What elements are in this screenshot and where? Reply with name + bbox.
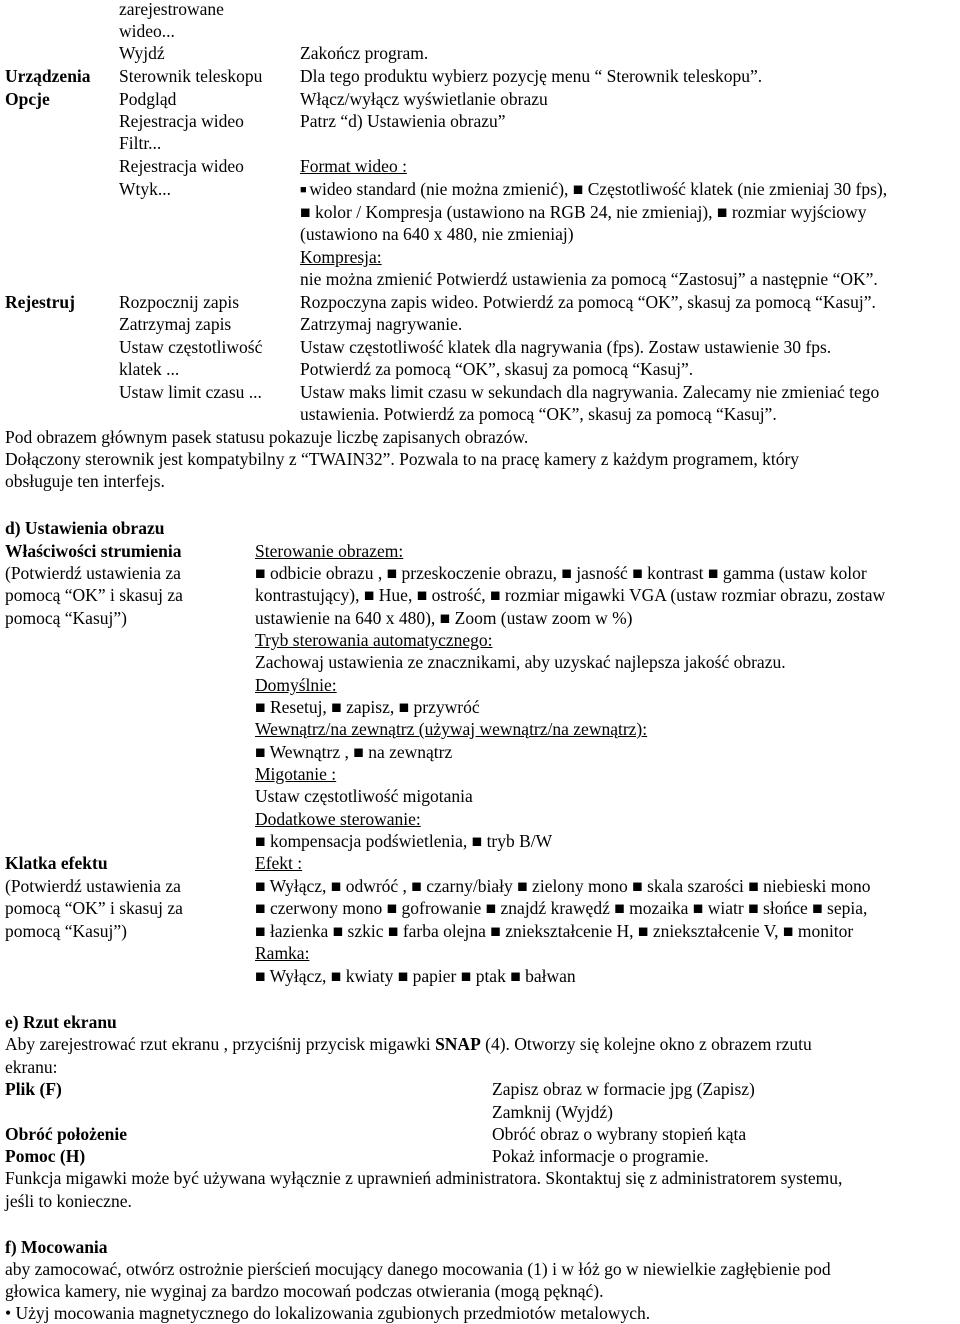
section-e-intro: ekranu: bbox=[5, 1057, 58, 1077]
menu-item-desc: Patrz “d) Ustawienia obrazu” bbox=[300, 111, 506, 131]
menu-item-desc: Ustaw częstotliwość klatek dla nagrywania (fps). Zostaw ustawienie 30 fps. bbox=[300, 337, 832, 357]
wewn-line: ■ Wewnątrz , ■ na zewnątrz bbox=[255, 742, 453, 762]
confirm-note: pomocą “OK” i skasuj za bbox=[5, 898, 183, 918]
menu-obroc-label: Obróć położenie bbox=[5, 1124, 127, 1144]
ramka-line: ■ Wyłącz, ■ kwiaty ■ papier ■ ptak ■ bałwan bbox=[255, 966, 576, 986]
menu-item-label: Wyjdź bbox=[119, 43, 165, 63]
status-paragraph: Pod obrazem głównym pasek statusu pokazuje liczbę zapisanych obrazów. bbox=[5, 427, 529, 447]
bullet-icon bbox=[300, 179, 309, 199]
sterowanie-line: ■ odbicie obrazu , ■ przeskoczenie obrazu, ■ jasność ■ kontrast ■ gamma (ustaw kolor bbox=[255, 563, 867, 583]
section-d-title: d) Ustawienia obrazu bbox=[5, 518, 165, 538]
confirm-note: (Potwierdź ustawienia za bbox=[5, 876, 181, 896]
menu-item-desc: Zakończ program. bbox=[300, 43, 429, 63]
menu-item-label: Rejestracja wideo bbox=[119, 156, 244, 176]
menu-item-label: Wtyk... bbox=[119, 179, 172, 199]
migotanie-title: Migotanie : bbox=[255, 764, 337, 784]
section-e-title: e) Rzut ekranu bbox=[5, 1012, 117, 1032]
menu-item-desc: Zatrzymaj nagrywanie. bbox=[300, 314, 463, 334]
admin-note: jeśli to konieczne. bbox=[5, 1191, 132, 1211]
menu-plik-desc: Zapisz obraz w formacie jpg (Zapisz) bbox=[492, 1079, 755, 1099]
menu-item-desc: Ustaw maks limit czasu w sekundach dla nagrywania. Zalecamy nie zmieniać tego bbox=[300, 382, 880, 402]
menu-item-label: Rejestracja wideo bbox=[119, 111, 244, 131]
domyslnie-title: Domyślnie: bbox=[255, 675, 337, 695]
kompresja-line: nie można zmienić Potwierdź ustawienia za pomocą “Zastosuj” a następnie “OK”. bbox=[300, 269, 878, 289]
confirm-note: pomocą “Kasuj”) bbox=[5, 608, 127, 628]
menu-item-desc: Włącz/wyłącz wyświetlanie obrazu bbox=[300, 89, 548, 109]
klatka-title: Klatka efektu bbox=[5, 853, 108, 873]
section-f-line: aby zamocować, otwórz ostrożnie pierścień mocujący danego mocowania (1) i w łóż go w niewielkie zagłębienie pod bbox=[5, 1259, 831, 1279]
menu-item-desc: Potwierdź za pomocą “OK”, skasuj za pomocą “Kasuj”. bbox=[300, 359, 694, 379]
kompresja-title: Kompresja: bbox=[300, 247, 382, 267]
menu-item-label: Ustaw częstotliwość bbox=[119, 337, 263, 357]
menu-item-label: klatek ... bbox=[119, 359, 180, 379]
sterowanie-line: kontrastujący), ■ Hue, ■ ostrość, ■ rozmiar migawki VGA (ustaw rozmiar obrazu, zostaw bbox=[255, 585, 886, 605]
menu-pomoc-label: Pomoc (H) bbox=[5, 1146, 86, 1166]
tryb-line: Zachowaj ustawienia ze znacznikami, aby uzyskać najlepsza jakość obrazu. bbox=[255, 652, 786, 672]
efekt-line: ■ łazienka ■ szkic ■ farba olejna ■ zniekształcenie H, ■ zniekształcenie V, ■ monitor bbox=[255, 921, 854, 941]
menu-item-label: Podgląd bbox=[119, 89, 177, 109]
menu-item-desc: ustawienia. Potwierdź za pomocą “OK”, skasuj za pomocą “Kasuj”. bbox=[300, 404, 777, 424]
admin-note: Funkcja migawki może być używana wyłącznie z uprawnień administratora. Skontaktuj się z administratorem systemu, bbox=[5, 1168, 843, 1188]
section-f-line: głowica kamery, nie wyginaj za bardzo mocowań podczas otwierania (mogą pęknąć). bbox=[5, 1281, 604, 1301]
sterowanie-line: ustawienie na 640 x 480), ■ Zoom (ustaw zoom w %) bbox=[255, 608, 633, 628]
ramka-title: Ramka: bbox=[255, 943, 310, 963]
wewn-title: Wewnątrz/na zewnątrz (używaj wewnątrz/na zewnątrz): bbox=[255, 719, 648, 739]
format-line: ■ wideo standard (nie można zmienić), ■ Częstotliwość klatek (nie zmieniaj 30 fps), bbox=[300, 178, 887, 203]
domyslnie-line: ■ Resetuj, ■ zapisz, ■ przywróć bbox=[255, 697, 480, 717]
efekt-line: ■ Wyłącz, ■ odwróć , ■ czarny/biały ■ zielony mono ■ skala szarości ■ niebieski mono bbox=[255, 876, 871, 896]
menu-item-desc: Rozpoczyna zapis wideo. Potwierdź za pomocą “OK”, skasuj za pomocą “Kasuj”. bbox=[300, 292, 876, 312]
menu-plik-label: Plik (F) bbox=[5, 1079, 62, 1099]
confirm-note: (Potwierdź ustawienia za bbox=[5, 563, 181, 583]
menu-section-label: Rejestruj bbox=[5, 292, 75, 312]
confirm-note: pomocą “Kasuj”) bbox=[5, 921, 127, 941]
menu-plik-desc: Zamknij (Wyjdź) bbox=[492, 1102, 613, 1122]
menu-section-label: Opcje bbox=[5, 89, 50, 109]
migotanie-line: Ustaw częstotliwość migotania bbox=[255, 786, 473, 806]
format-line: ■ kolor / Kompresja (ustawiono na RGB 24, nie zmieniaj), ■ rozmiar wyjściowy bbox=[300, 202, 867, 222]
section-f-line: • Użyj mocowania magnetycznego do lokalizowania zgubionych przedmiotów metalowych. bbox=[5, 1303, 651, 1323]
dodatkowe-line: ■ kompensacja podświetlenia, ■ tryb B/W bbox=[255, 831, 553, 851]
format-wideo-title: Format wideo : bbox=[300, 156, 407, 176]
tryb-title: Tryb sterowania automatycznego: bbox=[255, 630, 493, 650]
dodatkowe-title: Dodatkowe sterowanie: bbox=[255, 809, 421, 829]
section-f-title: f) Mocowania bbox=[5, 1237, 108, 1257]
menu-item-label: Sterownik teleskopu bbox=[119, 66, 263, 86]
menu-item-desc: Dla tego produktu wybierz pozycję menu “ Sterownik teleskopu”. bbox=[300, 66, 763, 86]
menu-item-label: Filtr... bbox=[119, 133, 162, 153]
menu-item-label: Zatrzymaj zapis bbox=[119, 314, 232, 334]
menu-pomoc-desc: Pokaż informacje o programie. bbox=[492, 1146, 709, 1166]
efekt-title: Efekt : bbox=[255, 853, 303, 873]
confirm-note: pomocą “OK” i skasuj za bbox=[5, 585, 183, 605]
section-e-intro: Aby zarejestrować rzut ekranu , przyciśnij przycisk migawki SNAP (4). Otworzy się kolejne okno z obrazem rzutu bbox=[5, 1034, 812, 1054]
twain-paragraph: Dołączony sterownik jest kompatybilny z “TWAIN32”. Pozwala to na pracę kamery z każdym programem, który bbox=[5, 449, 800, 469]
format-line: (ustawiono na 640 x 480, nie zmieniaj) bbox=[300, 224, 574, 244]
efekt-line: ■ czerwony mono ■ gofrowanie ■ znajdź krawędź ■ mozaika ■ wiatr ■ słońce ■ sepia, bbox=[255, 898, 868, 918]
menu-item-label: Rozpocznij zapis bbox=[119, 292, 240, 312]
stream-title: Właściwości strumienia bbox=[5, 541, 182, 561]
menu-section-label: Urządzenia bbox=[5, 66, 91, 86]
sterowanie-title: Sterowanie obrazem: bbox=[255, 541, 404, 561]
menu-obroc-desc: Obróć obraz o wybrany stopień kąta bbox=[492, 1124, 747, 1144]
twain-paragraph: obsługuje ten interfejs. bbox=[5, 471, 165, 491]
menu-item-label: wideo... bbox=[119, 21, 175, 41]
menu-item-label: Ustaw limit czasu ... bbox=[119, 382, 262, 402]
menu-item-label: zarejestrowane bbox=[119, 0, 224, 19]
